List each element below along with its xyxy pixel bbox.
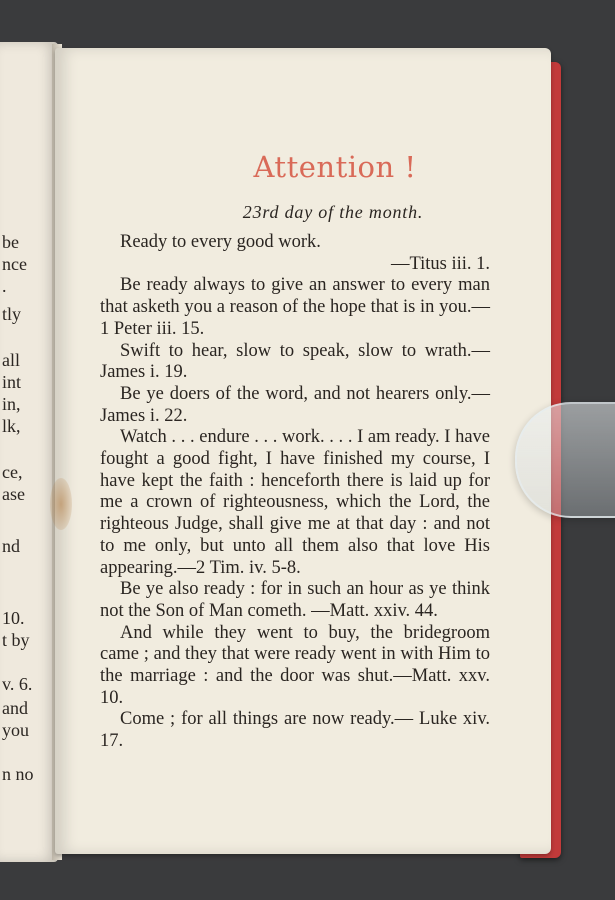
page-clip <box>515 402 615 518</box>
left-page-line: ce, <box>2 462 23 482</box>
left-page-line: and <box>2 698 28 718</box>
verse: And while they went to buy, the bridegroom came ; and they that were ready went in with Him to the marriage : and the door was shut.—Matt. xxv. 10. <box>100 622 490 708</box>
left-page-line: 10. <box>2 608 25 628</box>
left-page-line: int <box>2 372 22 392</box>
left-page-line: n no <box>2 764 34 784</box>
left-page-line: . <box>2 276 7 296</box>
left-page-line: you <box>2 720 29 740</box>
verse: Watch . . . endure . . . work. . . . I am ready. I have fought a good fight, I have finished my course, I have kept the faith : henceforth there is laid up for me a crown of righteousness, which the Lord, the righteous Judge, shall give me at that day : and not to me only, but unto all them also that love His appearing.—2 Tim. iv. 5-8. <box>100 427 490 578</box>
verse: Come ; for all things are now ready.— Luke xiv. 17. <box>100 709 490 752</box>
left-page-line: tly <box>2 304 22 324</box>
verse: Ready to every good work. <box>120 232 321 252</box>
page-subtitle: 23rd day of the month. <box>242 202 424 222</box>
verse-reference: —Titus iii. 1. <box>390 253 490 274</box>
left-page <box>0 42 58 862</box>
left-page-line: nce <box>2 254 27 274</box>
left-page-line: in, <box>2 394 21 414</box>
paper-stain <box>50 478 72 530</box>
left-page-line: nd <box>2 536 20 556</box>
verse: Be ye also ready : for in such an hour as ye think not the Son of Man cometh. —Matt. xxiv. 44. <box>100 579 490 621</box>
left-page-line: t by <box>2 630 30 650</box>
left-page-line: v. 6. <box>2 674 33 694</box>
left-page-line: all <box>2 350 20 370</box>
verse-list <box>100 232 490 753</box>
left-page-line: be <box>2 232 19 252</box>
verse: Be ye doers of the word, and not hearers only.—James i. 22. <box>100 383 490 426</box>
page-title: Attention ! <box>253 150 417 184</box>
left-page-line: ase <box>2 484 25 504</box>
left-page-line: lk, <box>2 416 21 436</box>
verse: Swift to hear, slow to speak, slow to wrath.—James i. 19. <box>100 340 490 383</box>
verse: Be ready always to give an answer to every man that asketh you a reason of the hope that is in you.—1 Peter iii. 15. <box>100 275 490 339</box>
